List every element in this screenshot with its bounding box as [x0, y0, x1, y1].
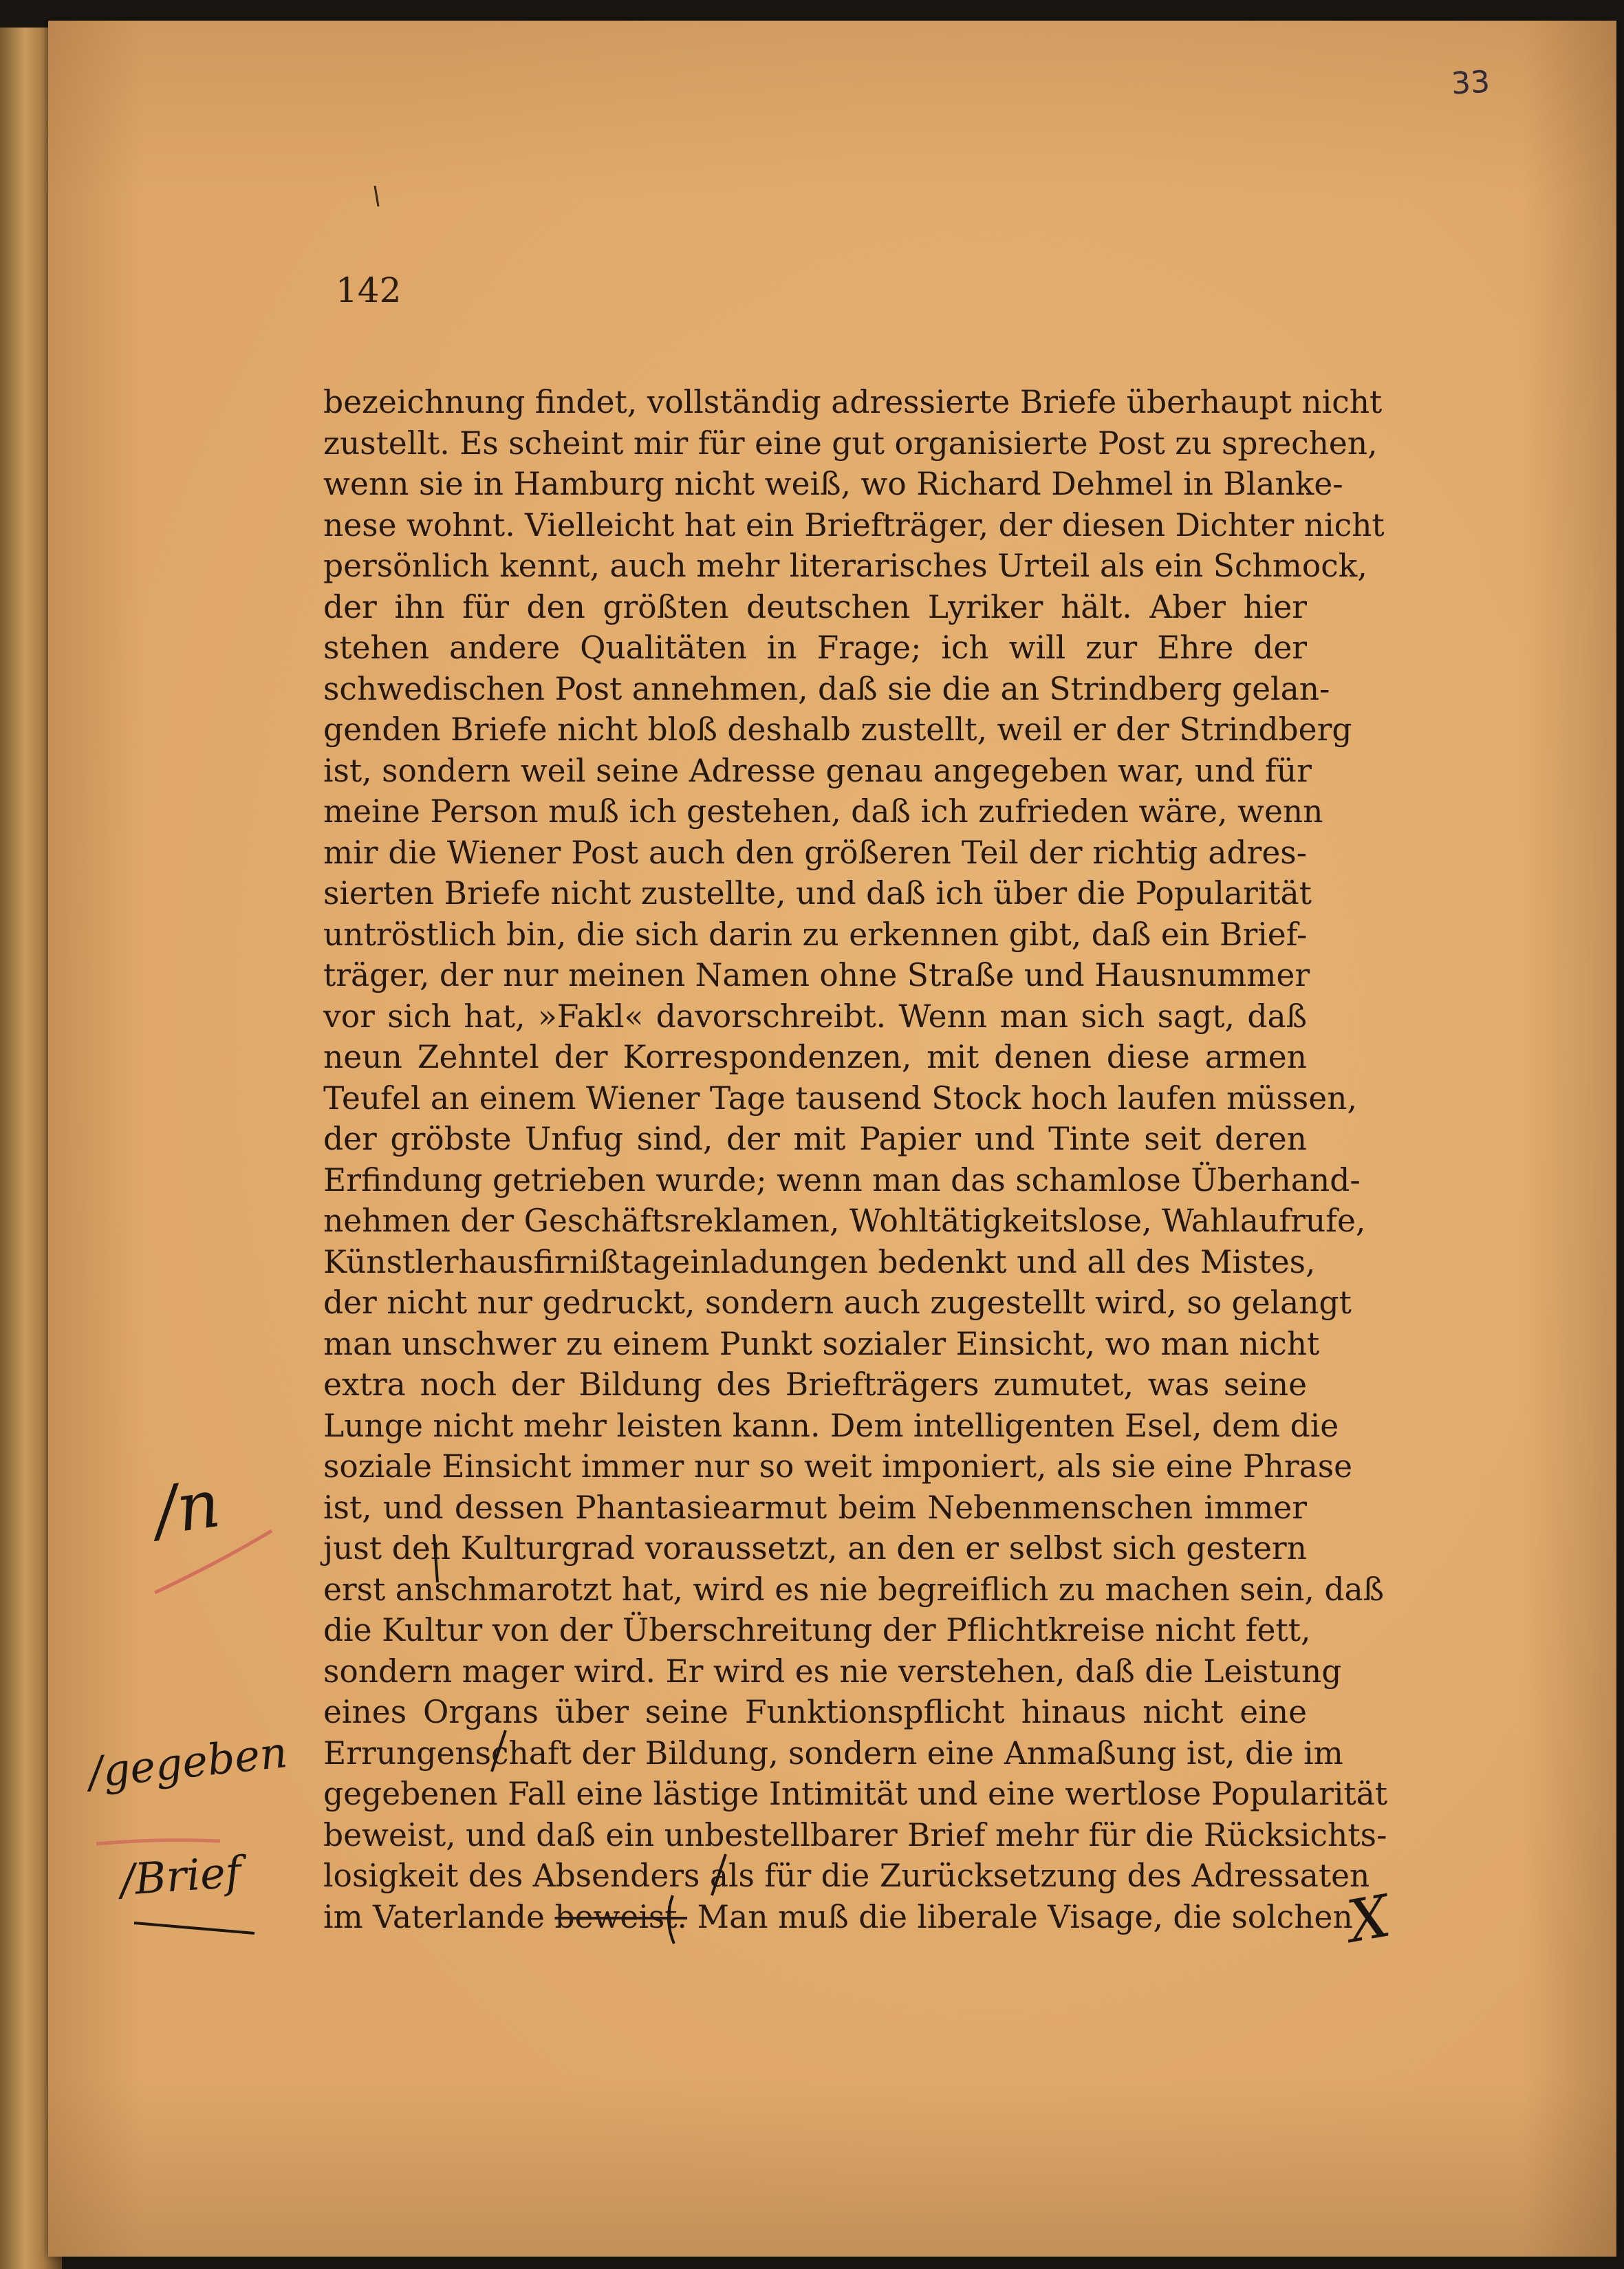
text-line: soziale Einsicht immer nur so weit imponiert, als sie eine Phrase [323, 1448, 1353, 1485]
text-line: vor sich hat, »Fakl« davorschreibt. Wenn man sich sagt, daß [323, 998, 1307, 1035]
text-line: untröstlich bin, die sich darin zu erkennen gibt, daß ein Brief- [323, 916, 1308, 953]
text-line: eines Organs über seine Funktionspflicht hinaus nicht eine [323, 1694, 1307, 1730]
text-line: man unschwer zu einem Punkt sozialer Einsicht, wo man nicht [323, 1325, 1320, 1362]
text-line: ist, sondern weil seine Adresse genau angegeben war, und für [323, 752, 1312, 789]
final-line-start: im Vaterlande [323, 1898, 555, 1935]
text-line: träger, der nur meinen Namen ohne Straße und Hausnummer [323, 957, 1310, 993]
final-line-end: Man muß die liberale Visage, die solchen [687, 1898, 1353, 1935]
text-line: stehen andere Qualitäten in Frage; ich will zur Ehre der [323, 630, 1307, 666]
text-line: der gröbste Unfug sind, der mit Papier und Tinte seit deren [323, 1121, 1307, 1157]
folio-number: 33 [1450, 64, 1491, 102]
text-line: Teufel an einem Wiener Tage tausend Stock hoch laufen müssen, [323, 1079, 1357, 1117]
text-line: nese wohnt. Vielleicht hat ein Briefträger, der diesen Dichter nicht [323, 506, 1385, 544]
text-line: beweist, und daß ein unbestellbarer Brief mehr für die Rücksichts- [323, 1816, 1387, 1853]
text-line: sierten Briefe nicht zustellte, und daß ich über die Popularität [323, 875, 1312, 912]
text-line: Errungenschaft der Bildung, sondern eine Anmaßung ist, die im [323, 1734, 1343, 1772]
margin-note-in: /n [149, 1464, 225, 1551]
page-number: 142 [336, 270, 402, 310]
text-line: Erfindung getrieben wurde; wenn man das schamlose Überhand- [323, 1161, 1361, 1198]
text-line: genden Briefe nicht bloß deshalb zustellt, weil er der Strindberg [323, 711, 1352, 748]
text-line: Künstlerhausfirnißtageinladungen bedenkt und all des Mistes, [323, 1243, 1316, 1280]
final-text-line [323, 1897, 1353, 1938]
text-line: ist, und dessen Phantasiearmut beim Nebenmenschen immer [323, 1489, 1307, 1526]
struck-word: beweist. [554, 1898, 688, 1935]
text-line: die Kultur von der Überschreitung der Pflichtkreise nicht fett, [323, 1612, 1311, 1648]
text-line: just den Kulturgrad voraussetzt, an den er selbst sich gestern [323, 1530, 1307, 1567]
margin-note-brief: /Brief [118, 1846, 243, 1906]
text-line: mir die Wiener Post auch den größeren Teil der richtig adres- [323, 834, 1307, 871]
text-line: der nicht nur gedruckt, sondern auch zugestellt wird, so gelangt [323, 1284, 1352, 1321]
text-line: sondern mager wird. Er wird es nie verstehen, daß die Leistung [323, 1653, 1342, 1690]
text-line: extra noch der Bildung des Briefträgers zumutet, was seine [323, 1366, 1307, 1403]
text-line: persönlich kennt, auch mehr literarisches Urteil als ein Schmock, [323, 548, 1367, 584]
text-line: schwedischen Post annehmen, daß sie die an Strindberg gelan- [323, 670, 1330, 707]
text-line: gegebenen Fall eine lästige Intimität und eine wertlose Popularität [323, 1776, 1388, 1812]
text-line: neun Zehntel der Korrespondenzen, mit denen diese armen [323, 1039, 1307, 1075]
text-line: der ihn für den größten deutschen Lyriker hält. Aber hier [323, 588, 1307, 625]
text-line: meine Person muß ich gestehen, daß ich zufrieden wäre, wenn [323, 793, 1323, 830]
text-line: Lunge nicht mehr leisten kann. Dem intelligenten Esel, dem die [323, 1407, 1339, 1444]
margin-mark-x: X [1342, 1882, 1395, 1956]
text-line: zustellt. Es scheint mir für eine gut organisierte Post zu sprechen, [323, 424, 1378, 462]
text-line: nehmen der Geschäftsreklamen, Wohltätigkeitslose, Wahlaufrufe, [323, 1203, 1366, 1239]
text-line: losigkeit des Absenders als für die Zurücksetzung des Adressaten [323, 1858, 1370, 1894]
text-line: erst anschmarotzt hat, wird es nie begreiflich zu machen sein, daß [323, 1571, 1384, 1608]
text-line: bezeichnung findet, vollständig adressierte Briefe überhaupt nicht [323, 384, 1383, 420]
margin-note-gegeben: /gegeben [85, 1727, 290, 1798]
body-text [323, 382, 1388, 1937]
text-line: wenn sie in Hamburg nicht weiß, wo Richard Dehmel in Blanke- [323, 466, 1343, 502]
